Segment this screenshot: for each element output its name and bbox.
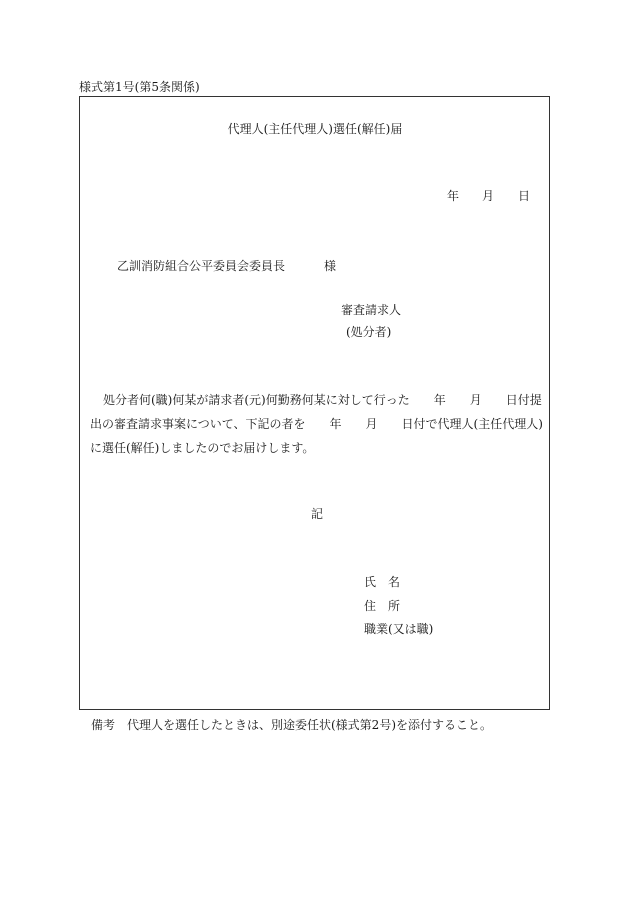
date-year: 年 [447,189,460,203]
requester-label: 審査請求人 [341,303,402,317]
date-month: 月 [482,189,495,203]
addressee-honorific: 様 [324,259,337,273]
addressee-name: 乙訓消防組合公平委員会委員長 [117,259,286,273]
body-line-2: 出の審査請求事案について、下記の者を 年 月 日付で代理人(主任代理人) [90,417,543,431]
agent-occupation-label: 職業(又は職) [364,622,434,636]
ki-heading: 記 [311,507,324,521]
remarks-note: 備考 代理人を選任したときは、別途委任状(様式第2号)を添付すること。 [91,718,493,732]
body-line-3: に選任(解任)しましたのでお届けします。 [90,441,315,455]
date-day: 日 [518,189,531,203]
form-number: 様式第1号(第5条関係) [79,80,200,94]
date-line [447,189,530,203]
document-title: 代理人(主任代理人)選任(解任)届 [227,122,403,136]
requester-sub-label: (処分者) [346,325,392,339]
agent-name-label: 氏 名 [364,575,401,589]
body-line-1: 処分者何(職)何某が請求者(元)何勤務何某に対して行った 年 月 日付提 [103,393,542,407]
agent-address-label: 住 所 [364,599,401,613]
